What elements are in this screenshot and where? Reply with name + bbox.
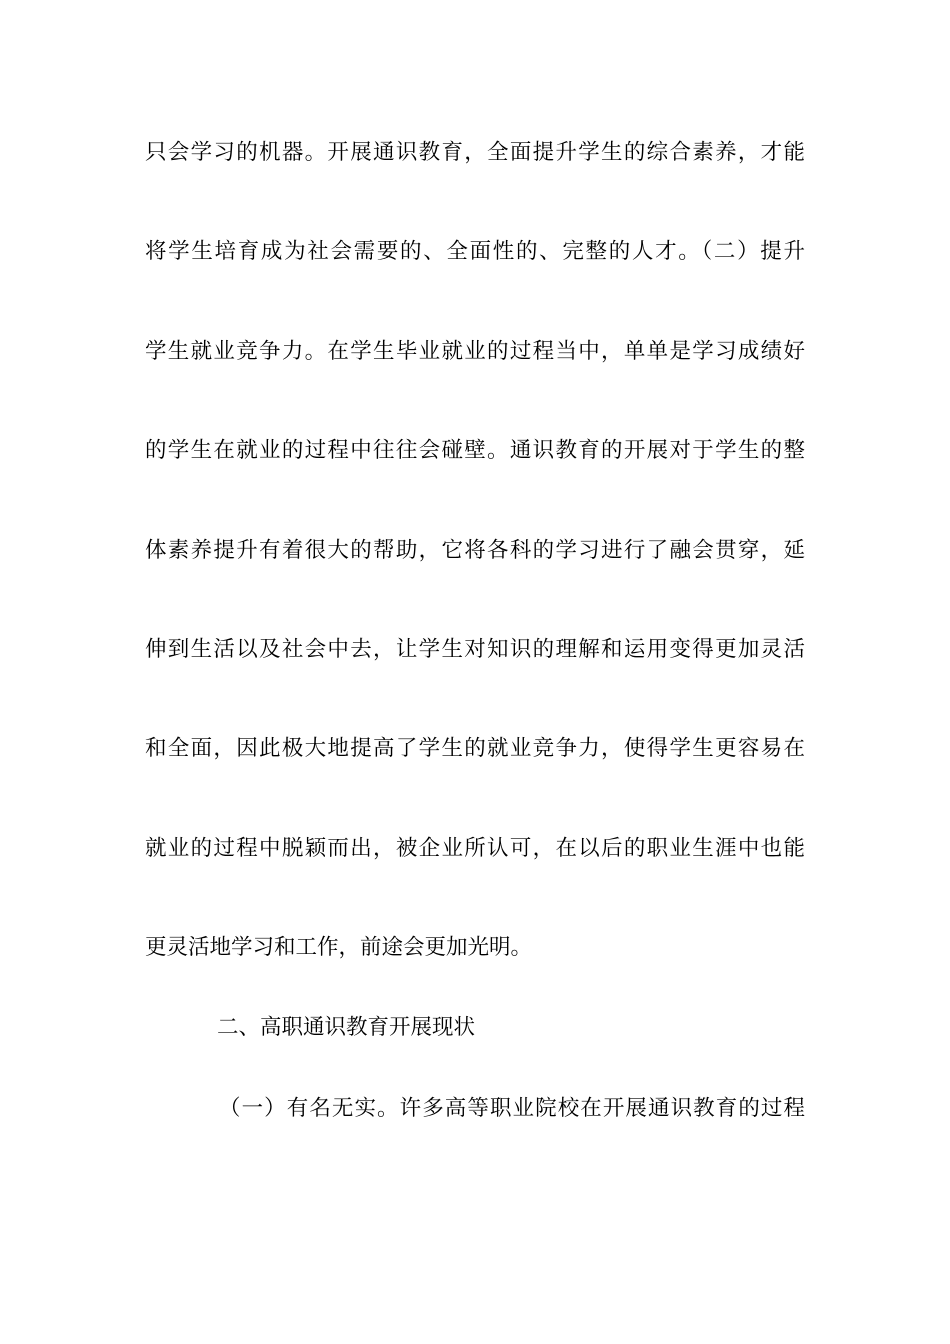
- paragraph-line-8: 就业的过程中脱颖而出，被企业所认可，在以后的职业生涯中也能: [145, 836, 805, 861]
- paragraph-line-5: 体素养提升有着很大的帮助，它将各科的学习进行了融会贯穿，延: [145, 538, 805, 563]
- paragraph-line-3: 学生就业竞争力。在学生毕业就业的过程当中，单单是学习成绩好: [145, 339, 805, 364]
- section-heading: 二、高职通识教育开展现状: [217, 1015, 476, 1040]
- paragraph-line-6: 伸到生活以及社会中去，让学生对知识的理解和运用变得更加灵活: [145, 637, 805, 662]
- paragraph-line-9: 更灵活地学习和工作，前途会更加光明。: [145, 935, 533, 960]
- paragraph-line-2: 将学生培育成为社会需要的、全面性的、完整的人才。（二）提升: [145, 239, 805, 264]
- subsection-line: （一）有名无实。许多高等职业院校在开展通识教育的过程: [219, 1096, 805, 1121]
- paragraph-line-7: 和全面，因此极大地提高了学生的就业竞争力，使得学生更容易在: [145, 736, 805, 761]
- paragraph-line-1: 只会学习的机器。开展通识教育，全面提升学生的综合素养，才能: [145, 140, 805, 165]
- paragraph-line-4: 的学生在就业的过程中往往会碰壁。通识教育的开展对于学生的整: [145, 438, 805, 463]
